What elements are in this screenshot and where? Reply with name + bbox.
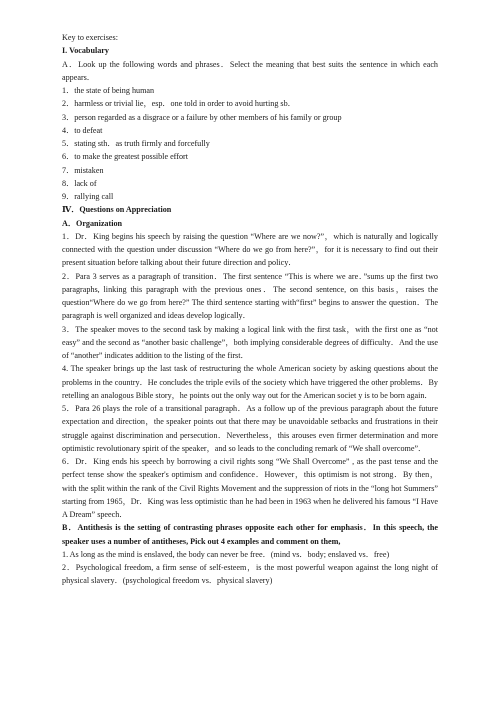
appreciation-paragraph: 1．Dr．King begins his speech by raising the question “Where are we now?”，which is naturally and logically connected with the question under discussion “Where do we go from here?”，for it is necessary to find out their present situation before talking about their future direction and policy． [62,231,438,268]
antithesis-intro: B．Antithesis is the setting of contrasting phrases opposite each other for emphasis．In this speech, the speaker uses a number of antitheses, Pick out 4 examples and comment on them, [62,523,438,546]
appreciation-paragraph: 2．Para 3 serves as a paragraph of transition．The first sentence “This is where we are．”sums up the first two paragraphs, linking this paragraph with the previous ones．The second sentence, on this basis，raises the question“Where do we go from here?” The third sentence starting with“first” begins to answer the question．The paragraph is well organized and ideas develop logically． [62,271,438,321]
vocab-item: 8．lack of [62,178,97,188]
section-heading-vocabulary: I. Vocabulary [62,46,109,56]
vocab-item: 7．mistaken [62,165,104,175]
doc-title: Key to exercises: [62,33,118,42]
vocab-item: 2．harmless or trivial lie，esp．one told in order to avoid hurting sb． [62,99,296,109]
vocab-item: 1．the state of being human [62,86,155,95]
vocab-item: 4．to defeat [62,125,103,135]
antithesis-item: 1. As long as the mind is enslaved, the body can never be free．(mind vs．body; enslaved vs．free) [62,549,390,559]
vocab-item: 3．person regarded as a disgrace or a failure by other members of his family or group [62,112,342,122]
antithesis-item: 2．Psychological freedom, a firm sense of self-esteem，is the most powerful weapon against the long night of physical slavery．(psychological freedom vs．physical slavery) [62,563,438,586]
appreciation-paragraph: 4. The speaker brings up the last task of restructuring the whole American society by asking questions about the problems in the country．He concludes the triple evils of the society which have triggered the other problems．By retelling an analogous Bible story，he points out the only way out for the American societ y is to be born again． [62,364,438,400]
appreciation-paragraph: 6．Dr．King ends his speech by borrowing a civil rights song “We Shall Overcome” , as the past tense and the perfect tense show the speaker's optimism and confidence．However，this optimism is not strong．By then，with the split within the rank of the Civil Rights Movement and the suppression of riots in the “long hot Summers” starting from 1965，Dr．King was less optimistic than he had been in 1963 when he delivered his famous “I Have A Dream” speech． [62,457,438,519]
appreciation-paragraph: 5．Para 26 plays the role of a transitional paragraph．As a follow up of the previous paragraph about the future expectation and direction，the speaker points out that there may be unavoidable setbacks and frustrations in their struggle against discrimination and persecution．Nevertheless，this arouses even firmer determination and more optimistic revolutionary spirit of the speaker，and so leads to the concluding remark of “We shall overcome”． [62,404,438,453]
document-page [62,31,438,588]
vocabulary-instructions: A．Look up the following words and phrases．Select the meaning that best suits the sentence in which each appears． [62,59,438,82]
vocab-item: 6．to make the greatest possible effort [62,152,188,162]
vocab-item: 9．rallying call [62,192,114,201]
vocab-item: 5．stating sth．as truth firmly and forcefully [62,139,210,148]
section-heading-appreciation: Ⅳ．Questions on Appreciation [62,205,172,215]
subheading-organization: A．Organization [62,218,123,228]
appreciation-paragraph: 3．The speaker moves to the second task by making a logical link with the first task，with the first one as “not easy” and the second as “another basic challenge”，both implying considerable degrees of difficulty．And the use of “another” indicates addition to the listing of the first． [62,324,438,360]
